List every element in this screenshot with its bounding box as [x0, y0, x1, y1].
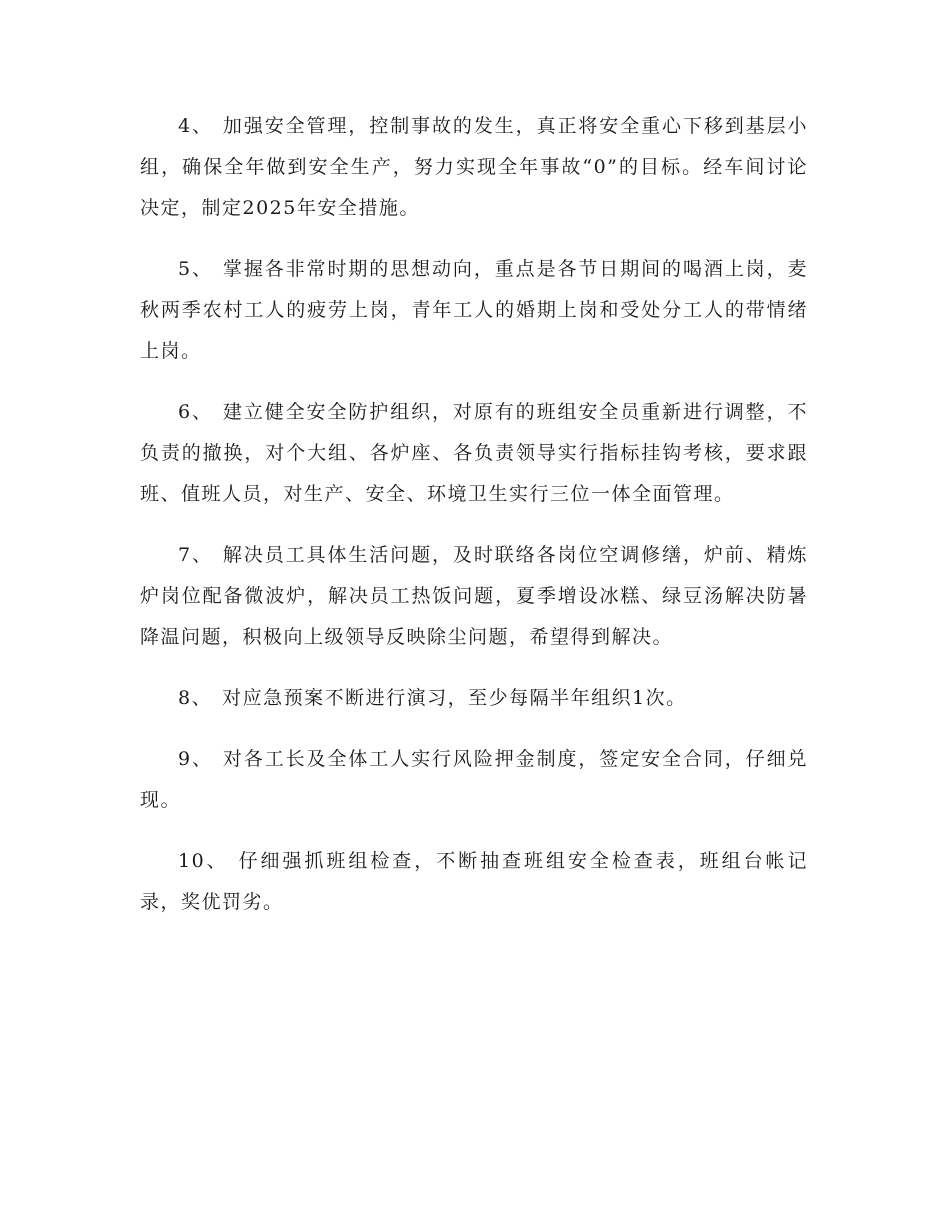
item-text: 对各工长及全体工人实行风险押金制度，签定安全合同，仔细兑现。	[140, 748, 808, 811]
list-item-4	[140, 106, 808, 229]
list-item-5	[140, 249, 808, 372]
item-number: 4、	[178, 115, 213, 137]
list-item-7	[140, 535, 808, 658]
document-body	[140, 106, 808, 943]
list-item-10	[140, 841, 808, 923]
list-item-6	[140, 392, 808, 515]
item-text: 建立健全安全防护组织，对原有的班组安全员重新进行调整，不负责的撤换，对个大组、各炉座、各负责领导实行指标挂钩考核，要求跟班、值班人员，对生产、安全、环境卫生实行三位一体全面管理。	[140, 401, 808, 505]
item-text: 加强安全管理，控制事故的发生，真正将安全重心下移到基层小组，确保全年做到安全生产，努力实现全年事故“0”的目标。经车间讨论决定，制定2025年安全措施。	[140, 115, 808, 219]
item-text: 解决员工具体生活问题，及时联络各岗位空调修缮，炉前、精炼炉岗位配备微波炉，解决员工热饭问题，夏季增设冰糕、绿豆汤解决防暑降温问题，积极向上级领导反映除尘问题，希望得到解决。	[140, 544, 808, 648]
item-number: 7、	[178, 544, 213, 566]
item-number: 9、	[178, 748, 213, 770]
item-text: 仔细强抓班组检查，不断抽查班组安全检查表，班组台帐记录，奖优罚劣。	[140, 850, 808, 913]
item-number: 10、	[178, 850, 229, 872]
item-number: 8、	[178, 687, 213, 709]
list-item-8	[140, 678, 808, 719]
item-number: 6、	[178, 401, 213, 423]
item-text: 对应急预案不断进行演习，至少每隔半年组织1次。	[222, 687, 687, 709]
item-text: 掌握各非常时期的思想动向，重点是各节日期间的喝酒上岗，麦秋两季农村工人的疲劳上岗，青年工人的婚期上岗和受处分工人的带情绪上岗。	[140, 258, 808, 362]
item-number: 5、	[178, 258, 213, 280]
list-item-9	[140, 739, 808, 821]
